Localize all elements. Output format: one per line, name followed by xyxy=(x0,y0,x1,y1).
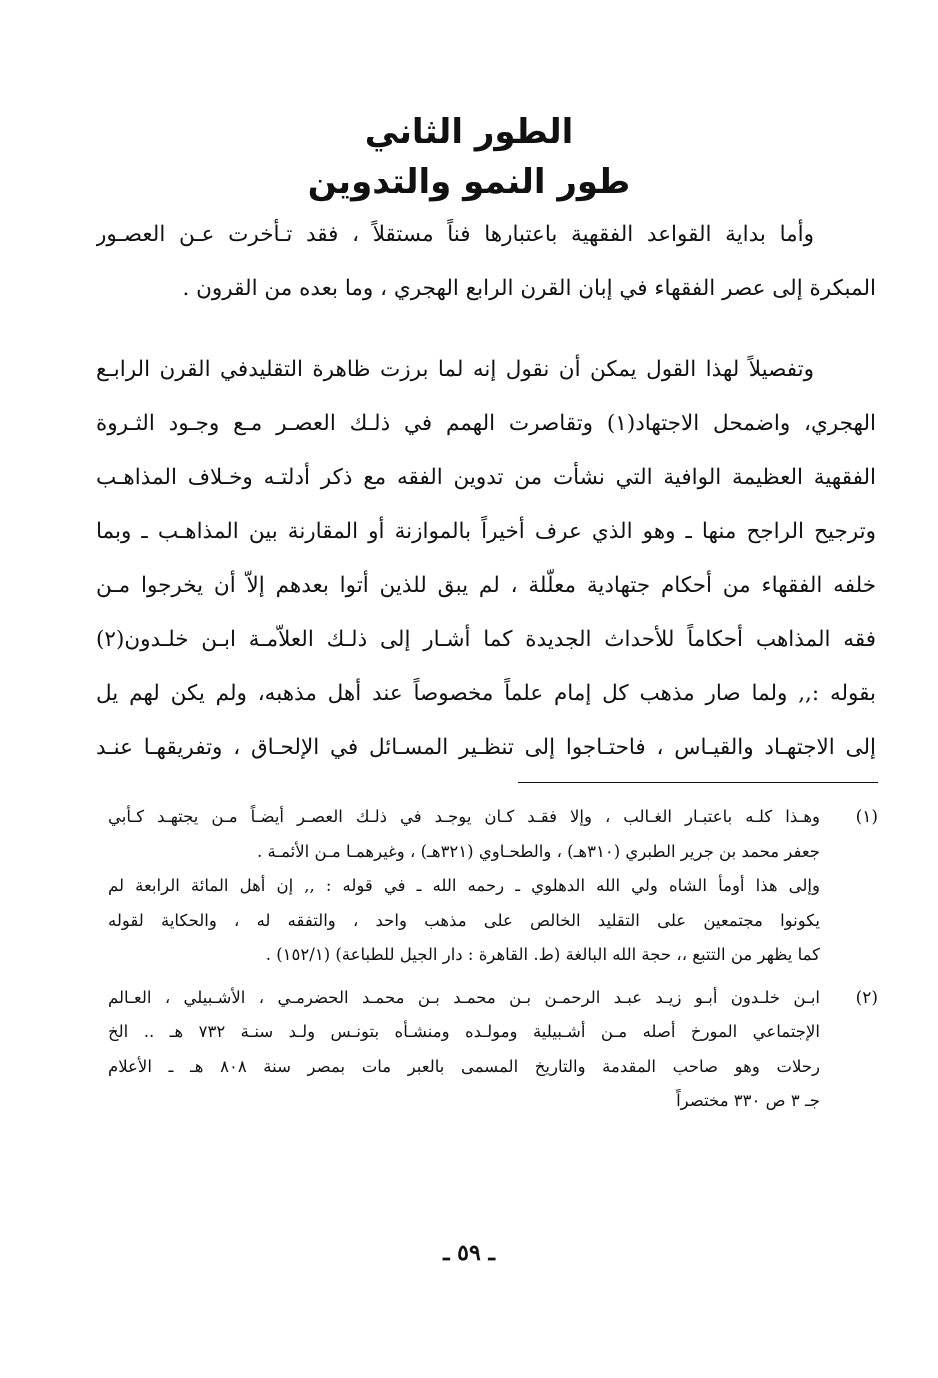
footnote-line: جـ ٣ ص ٣٣٠ مختصراً xyxy=(676,1091,820,1110)
footnote-1 xyxy=(108,800,878,973)
footnote-2 xyxy=(108,981,878,1119)
text-line: وأما بداية القواعد الفقهية باعتبارها فناً مستقلاً ، فقد تـأخرت عـن العصـور xyxy=(96,222,814,247)
text-line: إلى الاجتهـاد والقيـاس ، فاحتـاجوا إلى تنظـير المسـائل في الإلحـاق ، وتفريقهـا عنـد xyxy=(96,735,876,760)
footnote-number: (١) xyxy=(855,807,878,827)
footnote-line: الإجتماعي المورخ أصله مـن أشـبيلية ومولـده ومنشـأه بتونـس ولـد سنـة ٧٣٢ هـ .. الخ xyxy=(108,1022,820,1041)
footnote-line: وهـذا كلـه باعتبـار الغـالب ، وإلا فقـد كـان يوجـد في ذلـك العصـر أيضـاً مـن يجتهـد كـأبي xyxy=(108,807,820,826)
paragraph-2 xyxy=(96,343,876,775)
chapter-title: الطور الثاني xyxy=(364,112,574,152)
text-line: وترجيح الراجح منها ـ وهو الذي عرف أخيراً بالموازنة أو المقارنة بين المذاهـب ـ وبما xyxy=(96,519,876,544)
text-line: بقوله :,, ولما صار مذهب كل إمام علماً مخصوصاً عند أهل مذهبه، ولم يكن لهم يل xyxy=(96,681,876,706)
footnote-line: كما يظهر من التتبع ،، حجة الله البالغة (ط. القاهرة : دار الجيل للطباعة) (١٥٢/١) . xyxy=(265,945,820,964)
text-line: الفقهية العظيمة الوافية التي نشأت من تدوين الفقه مع ذكر أدلتـه وخـلاف المذاهـب xyxy=(96,465,876,490)
page-number: ـ ٥٩ ـ xyxy=(443,1240,495,1266)
footnote-line: يكونوا مجتمعين على التقليد الخالص على مذهب واحد ، والتفقه له ، والحكاية لقوله xyxy=(108,910,820,930)
footnote-separator xyxy=(518,782,878,783)
footnote-line: جعفر محمد بن جرير الطبري (٣١٠هـ) ، والطحـاوي (٣٢١هـ) ، وغيرهمـا مـن الأئمـة . xyxy=(256,841,820,861)
text-line: فقه المذاهب أحكاماً للأحداث الجديدة كما أشـار إلى ذلـك العلاّمـة ابـن خلـدون(٢) xyxy=(96,627,876,652)
footnote-line: وإلى هذا أومأ الشاه ولي الله الدهلوي ـ رحمه الله ـ في قوله : ,, إن أهل المائة الرابعة لم xyxy=(108,876,820,895)
paragraph-1 xyxy=(96,208,876,316)
text-line: المبكرة إلى عصر الفقهاء في إبان القرن الرابع الهجري ، وما بعده من القرون . xyxy=(182,276,876,301)
text-line: خلفه الفقهاء من أحكام جتهادية معلّلة ، لم يبق للذين أتوا بعدهم إلاّ أن يخرجوا مـن xyxy=(96,573,876,598)
footnote-line: ابـن خلـدون أبـو زيـد عبـد الرحمـن بـن محمـد بـن محمـد الحضرمـي ، الأشـبيلي ، العـالم xyxy=(108,987,820,1007)
chapter-subtitle: طور النمو والتدوين xyxy=(307,162,631,202)
chapter-heading xyxy=(0,108,938,208)
text-line: وتفصيلاً لهذا القول يمكن أن نقول إنه لما برزت ظاهرة التقليدفي القرن الرابـع xyxy=(96,357,814,382)
footnotes xyxy=(108,800,878,1127)
footnote-line: رحلات وهو صاحب المقدمة والتاريخ المسمى بالعبر مات بمصر سنة ٨٠٨ هـ ـ الأعلام xyxy=(108,1056,820,1076)
text-line: الهجري، واضمحل الاجتهاد(١) وتقاصرت الهمم في ذلـك العصـر مـع وجـود الثـروة xyxy=(96,411,876,436)
footnote-number: (٢) xyxy=(855,987,878,1008)
